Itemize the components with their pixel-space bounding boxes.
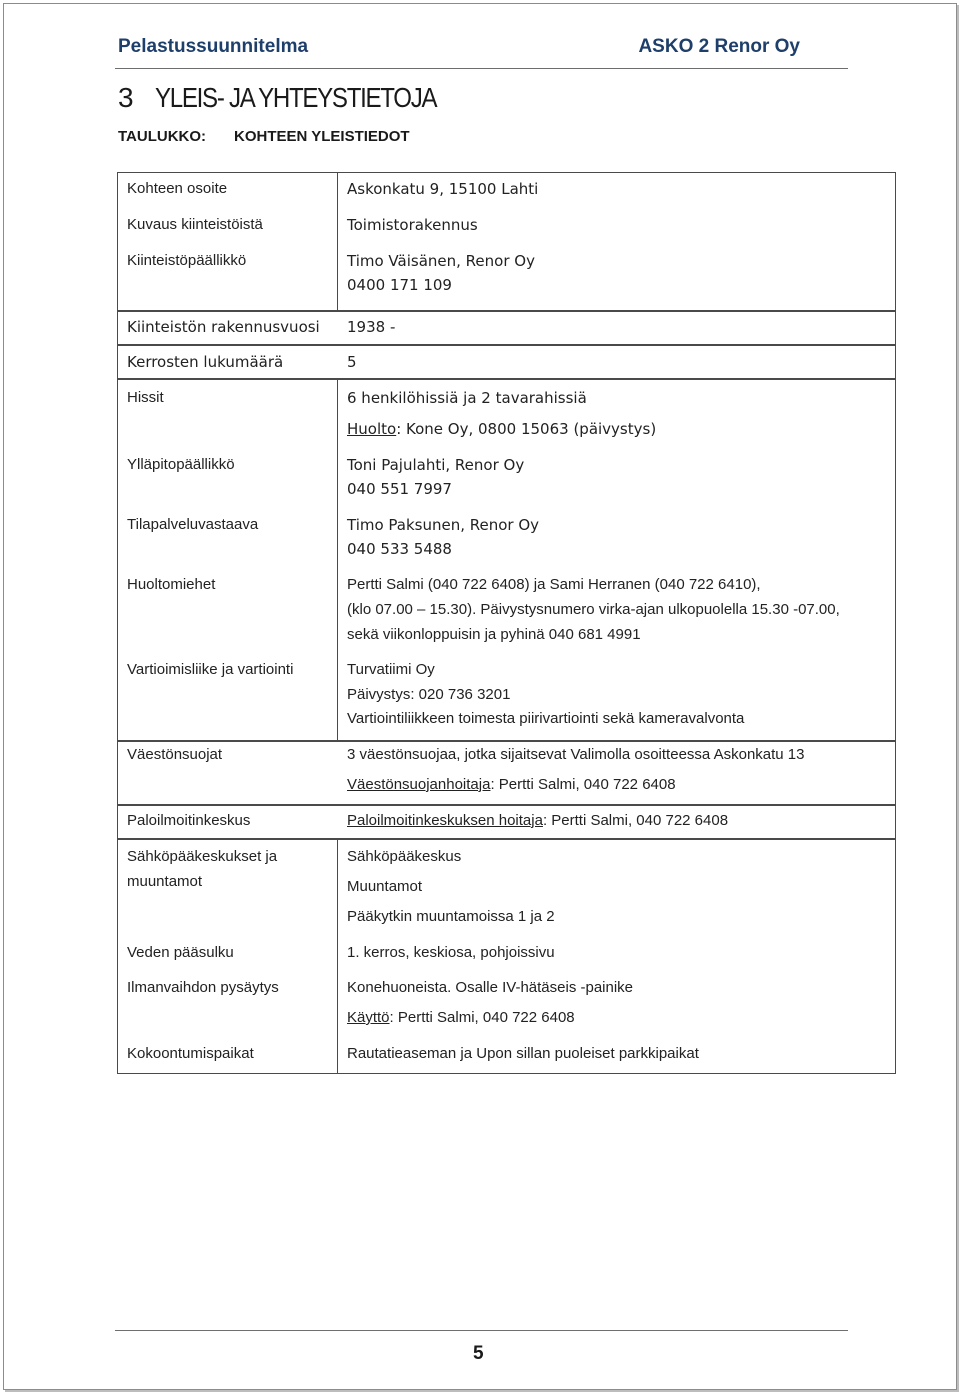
assembly-value: Rautatieaseman ja Upon sillan puoleiset parkkipaikat xyxy=(347,1045,699,1062)
description-value: Toimistorakennus xyxy=(347,216,478,234)
ventilation-use-label: Käyttö xyxy=(347,1009,390,1026)
electrical-label-line2: muuntamot xyxy=(127,873,203,890)
maintenance-manager-phone: 040 551 7997 xyxy=(347,480,452,498)
elevators-service-value: : Kone Oy, 0800 15063 (päivystys) xyxy=(396,420,657,438)
water-label: Veden pääsulku xyxy=(127,944,234,961)
electrical-value2: Muuntamot xyxy=(347,878,423,895)
elevators-value: 6 henkilöhissiä ja 2 tavarahissiä xyxy=(347,389,587,407)
guard-label: Vartioimisliike ja vartiointi xyxy=(127,661,294,678)
fire-panel-keeper-label: Paloilmoitinkeskuksen hoitaja xyxy=(347,812,543,829)
assembly-label: Kokoontumispaikat xyxy=(127,1045,254,1062)
maintenance-manager-name: Toni Pajulahti, Renor Oy xyxy=(347,456,525,474)
document-title: Pelastussuunnitelma xyxy=(118,36,309,57)
facility-name: Timo Paksunen, Renor Oy xyxy=(347,516,540,534)
block-general-divider xyxy=(337,172,338,312)
water-value: 1. kerros, keskiosa, pohjoissivu xyxy=(347,944,555,961)
electrical-value3: Pääkytkin muuntamoissa 1 ja 2 xyxy=(347,908,555,925)
footer-rule xyxy=(115,1330,848,1331)
elevators-service-label: Huolto xyxy=(347,420,397,438)
manager-phone: 0400 171 109 xyxy=(347,276,452,294)
shelters-label: Väestönsuojat xyxy=(127,746,223,763)
shelter-keeper-value: : Pertti Salmi, 040 722 6408 xyxy=(490,776,676,793)
fire-panel-keeper-value: : Pertti Salmi, 040 722 6408 xyxy=(542,812,729,829)
shelter-keeper xyxy=(347,776,676,793)
section-number: 3 xyxy=(118,82,133,113)
ventilation-use xyxy=(347,1009,575,1026)
floors-label: Kerrosten lukumäärä xyxy=(127,353,284,371)
table-caption-title: KOHTEEN YLEISTIEDOT xyxy=(234,128,410,145)
company-name: ASKO 2 Renor Oy xyxy=(638,36,800,57)
build-year-label: Kiinteistön rakennusvuosi xyxy=(127,318,320,336)
elevators-label: Hissit xyxy=(127,389,164,406)
table-caption-label: TAULUKKO: xyxy=(118,128,207,145)
section-title: YLEIS- JA YHTEYSTIETOJA xyxy=(155,82,437,113)
fire-panel-label: Paloilmoitinkeskus xyxy=(127,812,251,829)
ventilation-label: Ilmanvaihdon pysäytys xyxy=(127,979,279,996)
fire-panel-keeper xyxy=(347,812,728,829)
build-year-value: 1938 - xyxy=(347,318,396,336)
shelters-value: 3 väestönsuojaa, jotka sijaitsevat Valimolla osoitteessa Askonkatu 13 xyxy=(347,746,805,763)
janitors-label: Huoltomiehet xyxy=(127,576,216,593)
guard-phone: Päivystys: 020 736 3201 xyxy=(347,686,511,703)
header-rule xyxy=(115,68,848,69)
block-utilities-divider xyxy=(337,838,338,1074)
janitors-line3: sekä viikonloppuisin ja pyhinä 040 681 4991 xyxy=(347,626,641,643)
description-label: Kuvaus kiinteistöistä xyxy=(127,216,263,233)
guard-note: Vartiointiliikkeen toimesta piirivartiointi sekä kameravalvonta xyxy=(347,710,745,727)
shelter-keeper-label: Väestönsuojanhoitaja xyxy=(347,776,491,793)
floors-value: 5 xyxy=(347,353,357,371)
address-value: Askonkatu 9, 15100 Lahti xyxy=(347,180,539,198)
address-label: Kohteen osoite xyxy=(127,180,228,197)
janitors-line2: (klo 07.00 – 15.30). Päivystysnumero virka-ajan ulkopuolella 15.30 -07.00, xyxy=(347,601,840,618)
ventilation-use-value: : Pertti Salmi, 040 722 6408 xyxy=(389,1009,575,1026)
facility-label: Tilapalveluvastaava xyxy=(127,516,259,533)
manager-name: Timo Väisänen, Renor Oy xyxy=(347,252,535,270)
electrical-value1: Sähköpääkeskus xyxy=(347,848,462,865)
electrical-label-line1: Sähköpääkeskukset ja xyxy=(127,848,278,865)
ventilation-value: Konehuoneista. Osalle IV-hätäseis -painike xyxy=(347,979,634,996)
maintenance-manager-label: Ylläpitopäällikkö xyxy=(127,456,235,473)
facility-phone: 040 533 5488 xyxy=(347,540,452,558)
janitors-line1: Pertti Salmi (040 722 6408) ja Sami Herranen (040 722 6410), xyxy=(347,576,761,593)
page-number: 5 xyxy=(473,1343,484,1364)
elevators-service xyxy=(347,420,656,438)
block-contacts-divider xyxy=(337,378,338,742)
guard-name: Turvatiimi Oy xyxy=(347,661,435,678)
manager-label: Kiinteistöpäällikkö xyxy=(127,252,247,269)
